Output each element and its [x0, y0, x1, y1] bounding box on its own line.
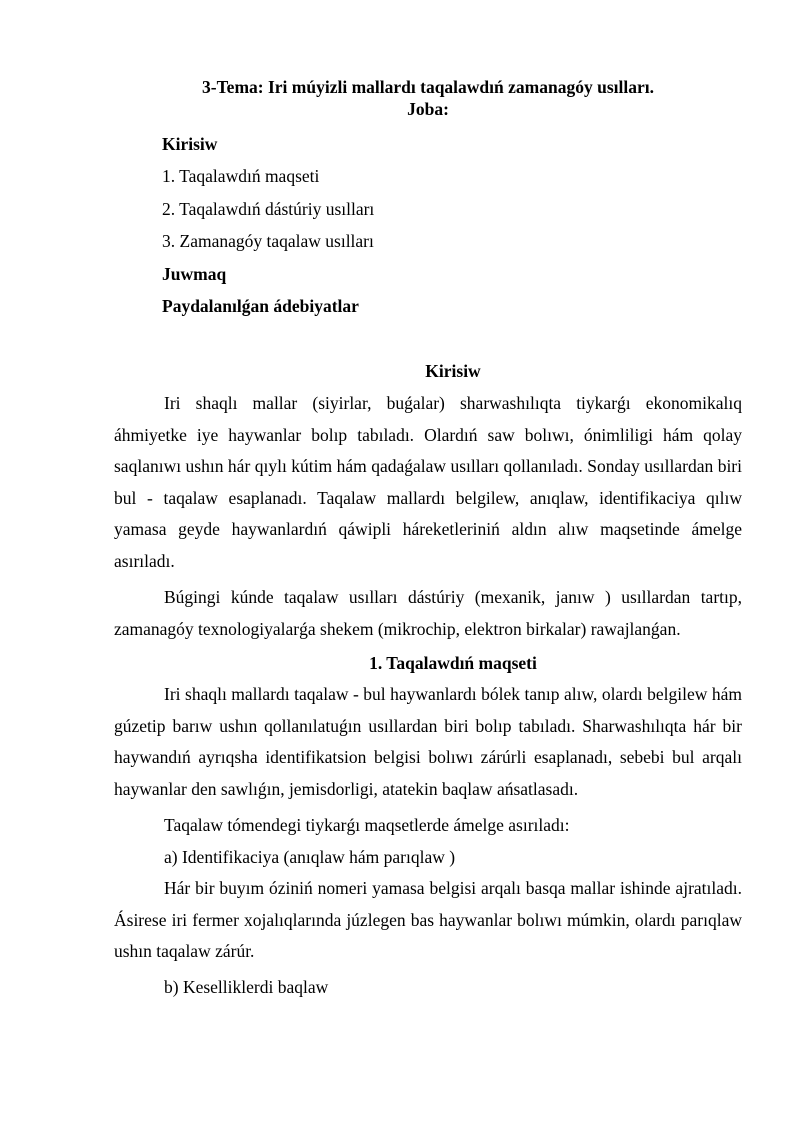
toc-item-3: 3. Zamanagóy taqalaw usılları	[162, 231, 374, 251]
section-1-paragraph-1-text: Iri shaqlı mallardı taqalaw - bul haywanlardı bólek tanıp alıw, olardı belgilew hám gúzetip barıw ushın qollanılatuǵın usıllardan biri bolıp tabıladı. Sharwashılıqta hár bir haywandıń ayrıqsha identifikatsion belgisi bolıwı zárúrli esaplanadı, sebebi bul arqalı haywanlar den sawlıǵın, jemisdorligi, atatekin baqlaw ańsatlasadı.	[114, 684, 742, 799]
section-heading-intro: Kirisiw	[425, 361, 481, 381]
goals-intro: Taqalaw tómendegi tiykarǵı maqsetlerde ámelge asırıladı:	[164, 815, 570, 835]
goal-a: a) Identifikaciya (anıqlaw hám parıqlaw )	[164, 847, 456, 867]
intro-paragraph-1	[114, 388, 742, 577]
section-1-paragraph-2	[114, 873, 742, 968]
intro-paragraph-2	[114, 582, 742, 645]
toc-item-1: 1. Taqalawdıń maqseti	[162, 166, 320, 186]
title-line: 3-Tema: Iri múyizli mallardı taqalawdıń zamanagóy usılları.	[202, 77, 654, 97]
toc-references: Paydalanılǵan ádebiyatlar	[162, 296, 359, 316]
goal-b: b) Keselliklerdi baqlaw	[164, 977, 329, 997]
section-1-paragraph-2-text: Hár bir buyım óziniń nomeri yamasa belgisi arqalı basqa mallar ishinde ajratıladı. Ásirese iri fermer xojalıqlarında júzlegen bas haywanlar bolıwı múmkin, olardı parıqlaw ushın taqalaw zárúr.	[114, 878, 742, 961]
toc-intro: Kirisiw	[162, 134, 218, 154]
intro-paragraph-2-text: Búgingi kúnde taqalaw usılları dástúriy (mexanik, janıw ) usıllardan tartıp, zamanagóy texnologiyalarǵa shekem (mikrochip, elektron birkalar) rawajlanǵan.	[114, 587, 742, 639]
document-title	[114, 76, 742, 120]
intro-paragraph-1-text: Iri shaqlı mallar (siyirlar, buǵalar) sharwashılıqta tiykarǵı ekonomikalıq áhmiyetke iye haywanlar bolıp tabıladı. Olardıń saw bolıwı, ónimliligi hám qolay saqlanıwı ushın hár qıylı kútim hám qadaǵalaw usılları qollanıladı. Sonday usıllardan biri bul - taqalaw esaplanadı. Taqalaw mallardı belgilew, anıqlaw, identifikaciya qılıw yamasa geyde haywanlardıń qáwipli háreketleriniń aldın alıw maqsetinde ámelge asırıladı.	[114, 393, 742, 571]
section-1-paragraph-1	[114, 679, 742, 805]
toc-conclusion: Juwmaq	[162, 264, 227, 284]
toc-item-2: 2. Taqalawdıń dástúriy usılları	[162, 199, 375, 219]
plan-label: Joba:	[407, 99, 449, 119]
section-heading-1: 1. Taqalawdıń maqseti	[369, 653, 537, 673]
